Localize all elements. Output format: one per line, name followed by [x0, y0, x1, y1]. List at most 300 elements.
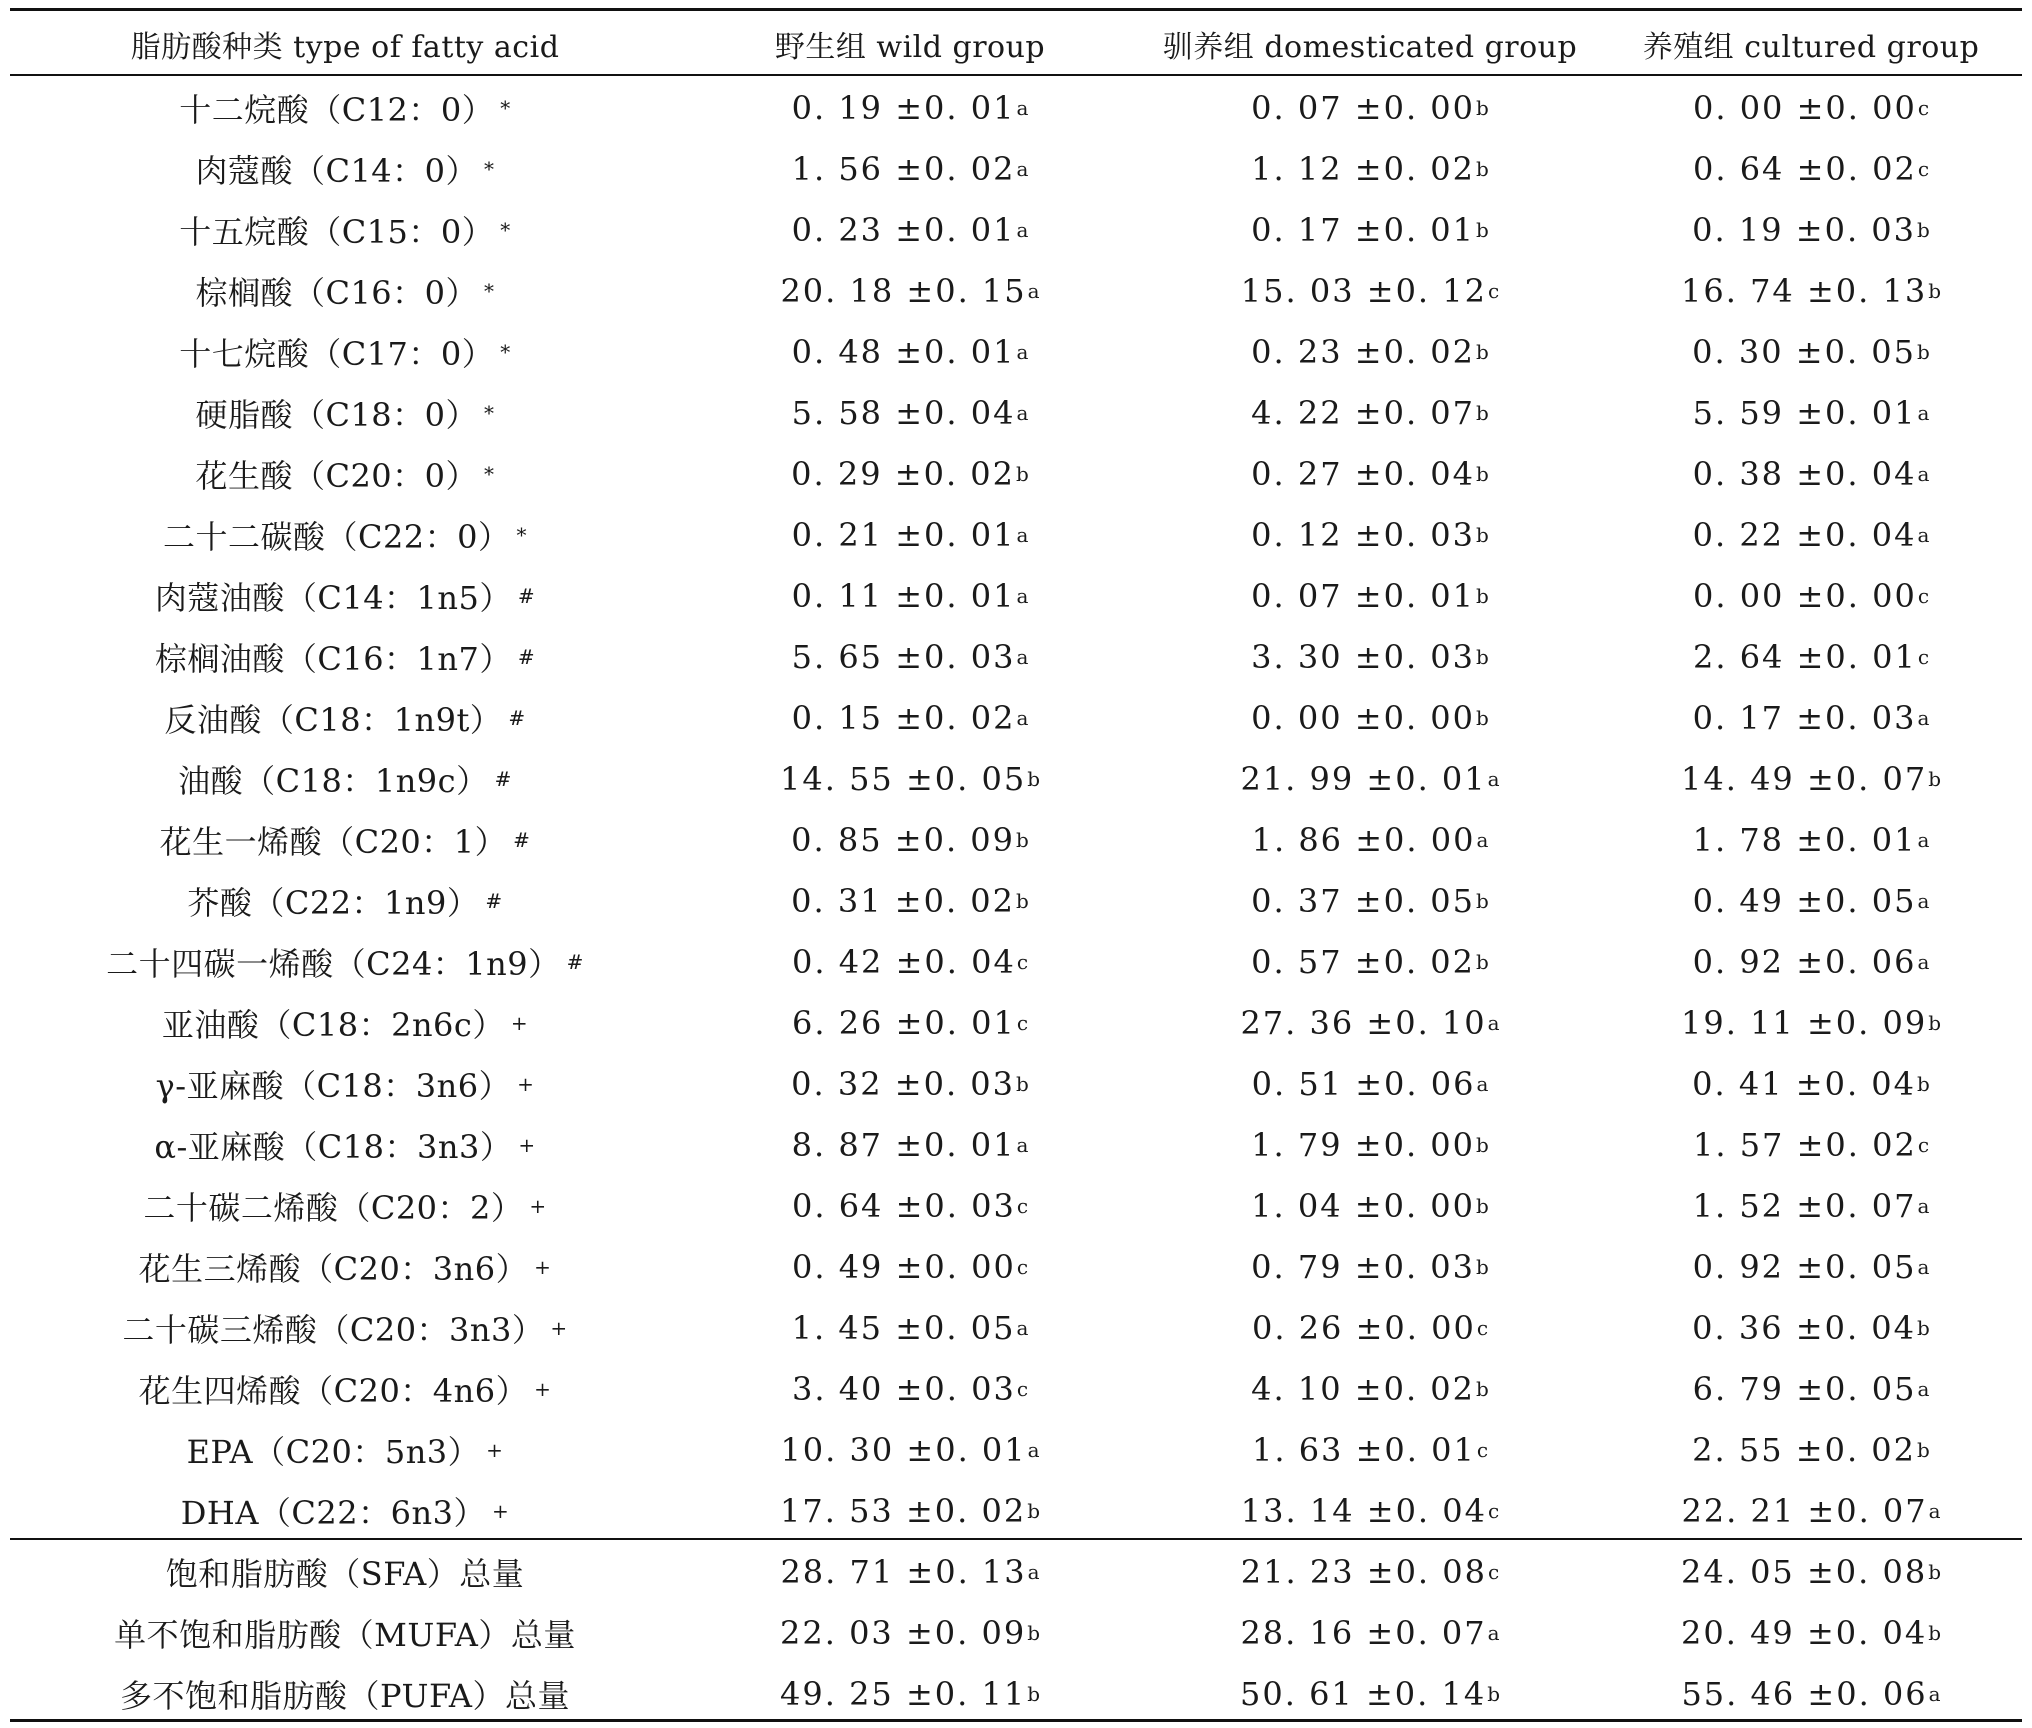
- domesticated-significance-letter: b: [1476, 888, 1489, 913]
- table-row: [10, 1236, 2022, 1297]
- domesticated-significance-letter: b: [1476, 95, 1489, 120]
- domesticated-value-cell: [1140, 1419, 1600, 1480]
- domesticated-mean-sd: 0. 79 ±0. 03: [1251, 1247, 1475, 1286]
- wild-significance-letter: b: [1027, 1498, 1040, 1523]
- fatty-acid-name-cell: [10, 626, 680, 687]
- fatty-acid-name-cell: [10, 504, 680, 565]
- table-row: [10, 870, 2022, 931]
- wild-mean-sd: 0. 42 ±0. 04: [791, 942, 1016, 981]
- category-mark: +: [534, 1254, 552, 1279]
- fatty-acid-name-cell: [10, 992, 680, 1053]
- wild-value-cell: [680, 565, 1140, 626]
- cultured-value-cell: [1600, 1419, 2022, 1480]
- cultured-mean-sd: 0. 49 ±0. 05: [1692, 881, 1917, 920]
- domesticated-significance-letter: b: [1476, 156, 1489, 181]
- cultured-significance-letter: c: [1917, 583, 1930, 608]
- cultured-significance-letter: a: [1917, 827, 1930, 852]
- wild-mean-sd: 0. 19 ±0. 01: [791, 88, 1016, 127]
- domesticated-mean-sd: 50. 61 ±0. 14: [1240, 1674, 1487, 1713]
- fatty-acid-name-cell: [10, 1480, 680, 1541]
- category-mark: +: [529, 1193, 547, 1218]
- cultured-mean-sd: 0. 22 ±0. 04: [1692, 515, 1917, 554]
- wild-significance-letter: b: [1016, 888, 1029, 913]
- wild-value-cell: [680, 1419, 1140, 1480]
- cultured-value-cell: [1600, 321, 2022, 382]
- total-row: [10, 1663, 2022, 1724]
- fatty-acid-name: 亚油酸（C18：2n6c）: [161, 1005, 505, 1044]
- cultured-significance-letter: a: [1917, 888, 1930, 913]
- cultured-value-cell: [1600, 870, 2022, 931]
- fatty-acid-name-cell: [10, 1602, 680, 1663]
- fatty-acid-name: α-亚麻酸（C18：3n3）: [154, 1127, 513, 1166]
- domesticated-significance-letter: b: [1476, 949, 1489, 974]
- domesticated-value-cell: [1140, 1053, 1600, 1114]
- wild-significance-letter: a: [1016, 705, 1029, 730]
- cultured-value-cell: [1600, 1175, 2022, 1236]
- table-row: [10, 1114, 2022, 1175]
- domesticated-significance-letter: b: [1487, 1681, 1500, 1706]
- cultured-significance-letter: b: [1917, 1071, 1930, 1096]
- fatty-acid-name: 肉蔻油酸（C14：1n5）: [154, 578, 512, 617]
- cultured-value-cell: [1600, 687, 2022, 748]
- domesticated-significance-letter: b: [1476, 705, 1489, 730]
- domesticated-value-cell: [1140, 687, 1600, 748]
- cultured-significance-letter: c: [1917, 644, 1930, 669]
- fatty-acid-name: 棕榈酸（C16：0）: [195, 273, 479, 312]
- table-row: [10, 77, 2022, 138]
- domesticated-mean-sd: 1. 79 ±0. 00: [1251, 1125, 1475, 1164]
- domesticated-mean-sd: 0. 26 ±0. 00: [1251, 1308, 1476, 1347]
- domesticated-value-cell: [1140, 1236, 1600, 1297]
- domesticated-mean-sd: 27. 36 ±0. 10: [1240, 1003, 1487, 1042]
- wild-value-cell: [680, 1236, 1140, 1297]
- domesticated-mean-sd: 0. 12 ±0. 03: [1251, 515, 1475, 554]
- table-row: [10, 1175, 2022, 1236]
- category-mark: *: [484, 400, 495, 425]
- domesticated-value-cell: [1140, 321, 1600, 382]
- cultured-value-cell: [1600, 138, 2022, 199]
- fatty-acid-name-cell: [10, 1663, 680, 1724]
- domesticated-value-cell: [1140, 931, 1600, 992]
- cultured-significance-letter: a: [1917, 1376, 1930, 1401]
- wild-mean-sd: 1. 45 ±0. 05: [791, 1308, 1016, 1347]
- wild-value-cell: [680, 321, 1140, 382]
- domesticated-value-cell: [1140, 199, 1600, 260]
- domesticated-value-cell: [1140, 260, 1600, 321]
- cultured-mean-sd: 0. 92 ±0. 06: [1692, 942, 1917, 981]
- wild-mean-sd: 0. 31 ±0. 02: [791, 881, 1015, 920]
- domesticated-value-cell: [1140, 504, 1600, 565]
- domesticated-mean-sd: 0. 07 ±0. 01: [1251, 576, 1475, 615]
- domesticated-mean-sd: 0. 23 ±0. 02: [1251, 332, 1475, 371]
- cultured-significance-letter: b: [1917, 217, 1930, 242]
- wild-significance-letter: b: [1027, 1620, 1040, 1645]
- cultured-significance-letter: c: [1917, 1132, 1930, 1157]
- wild-mean-sd: 0. 21 ±0. 01: [791, 515, 1016, 554]
- cultured-mean-sd: 0. 41 ±0. 04: [1692, 1064, 1916, 1103]
- category-mark: +: [486, 1437, 504, 1462]
- category-mark: *: [484, 156, 495, 181]
- wild-mean-sd: 0. 11 ±0. 01: [791, 576, 1016, 615]
- domesticated-significance-letter: c: [1487, 278, 1500, 303]
- fatty-acid-name-cell: [10, 748, 680, 809]
- cultured-value-cell: [1600, 1602, 2022, 1663]
- wild-significance-letter: c: [1016, 1376, 1029, 1401]
- cultured-value-cell: [1600, 931, 2022, 992]
- wild-mean-sd: 5. 58 ±0. 04: [791, 393, 1016, 432]
- wild-significance-letter: a: [1027, 278, 1040, 303]
- wild-value-cell: [680, 809, 1140, 870]
- cultured-mean-sd: 24. 05 ±0. 08: [1681, 1552, 1928, 1591]
- cultured-value-cell: [1600, 626, 2022, 687]
- cultured-value-cell: [1600, 443, 2022, 504]
- cultured-significance-letter: a: [1917, 1254, 1930, 1279]
- wild-mean-sd: 8. 87 ±0. 01: [791, 1125, 1016, 1164]
- wild-significance-letter: a: [1027, 1437, 1040, 1462]
- cultured-mean-sd: 0. 64 ±0. 02: [1692, 149, 1917, 188]
- wild-value-cell: [680, 1663, 1140, 1724]
- cultured-mean-sd: 55. 46 ±0. 06: [1681, 1674, 1928, 1713]
- header-cultured-group: 养殖组 cultured group: [1642, 30, 1980, 65]
- domesticated-significance-letter: b: [1476, 1254, 1489, 1279]
- wild-value-cell: [680, 1480, 1140, 1541]
- cultured-value-cell: [1600, 1541, 2022, 1602]
- wild-significance-letter: a: [1016, 1315, 1029, 1340]
- domesticated-significance-letter: a: [1476, 827, 1489, 852]
- cultured-significance-letter: b: [1928, 1010, 1941, 1035]
- cultured-significance-letter: b: [1928, 1620, 1941, 1645]
- domesticated-significance-letter: a: [1487, 766, 1500, 791]
- cultured-mean-sd: 16. 74 ±0. 13: [1681, 271, 1928, 310]
- cultured-significance-letter: a: [1917, 949, 1930, 974]
- fatty-acid-name: 反油酸（C18：1n9t）: [164, 700, 503, 739]
- cultured-mean-sd: 0. 19 ±0. 03: [1692, 210, 1916, 249]
- domesticated-mean-sd: 21. 23 ±0. 08: [1240, 1552, 1487, 1591]
- wild-significance-letter: c: [1016, 949, 1029, 974]
- fatty-acid-name-cell: [10, 77, 680, 138]
- fatty-acid-name-cell: [10, 1175, 680, 1236]
- domesticated-mean-sd: 4. 10 ±0. 02: [1251, 1369, 1475, 1408]
- domesticated-value-cell: [1140, 1114, 1600, 1175]
- table-row: [10, 443, 2022, 504]
- wild-significance-letter: a: [1016, 339, 1029, 364]
- wild-value-cell: [680, 1175, 1140, 1236]
- category-mark: +: [491, 1498, 510, 1523]
- fatty-acid-name-cell: [10, 1541, 680, 1602]
- wild-mean-sd: 28. 71 ±0. 13: [780, 1552, 1027, 1591]
- fatty-acid-name-cell: [10, 1053, 680, 1114]
- cultured-mean-sd: 2. 55 ±0. 02: [1692, 1430, 1916, 1469]
- domesticated-mean-sd: 3. 30 ±0. 03: [1251, 637, 1475, 676]
- domesticated-significance-letter: a: [1487, 1010, 1500, 1035]
- wild-significance-letter: a: [1016, 156, 1029, 181]
- category-mark: *: [500, 217, 511, 242]
- cultured-significance-letter: b: [1917, 1437, 1930, 1462]
- fatty-acid-name: 饱和脂肪酸（SFA）总量: [165, 1554, 525, 1593]
- table-row: [10, 138, 2022, 199]
- cultured-mean-sd: 0. 30 ±0. 05: [1692, 332, 1916, 371]
- fatty-acid-name-cell: [10, 1236, 680, 1297]
- domesticated-significance-letter: b: [1476, 339, 1489, 364]
- table-row: [10, 504, 2022, 565]
- cultured-significance-letter: c: [1917, 156, 1930, 181]
- fatty-acid-name-cell: [10, 870, 680, 931]
- category-mark: *: [516, 522, 528, 547]
- domesticated-mean-sd: 15. 03 ±0. 12: [1240, 271, 1487, 310]
- domesticated-significance-letter: a: [1487, 1620, 1500, 1645]
- fatty-acid-name-cell: [10, 199, 680, 260]
- cultured-significance-letter: a: [1928, 1498, 1941, 1523]
- domesticated-mean-sd: 0. 57 ±0. 02: [1251, 942, 1475, 981]
- cultured-significance-letter: b: [1928, 766, 1941, 791]
- fatty-acid-name-cell: [10, 1358, 680, 1419]
- fatty-acid-name: 十五烷酸（C15：0）: [179, 212, 495, 251]
- domesticated-mean-sd: 0. 51 ±0. 06: [1251, 1064, 1476, 1103]
- wild-significance-letter: a: [1016, 644, 1029, 669]
- fatty-acid-name: 花生四烯酸（C20：4n6）: [138, 1371, 529, 1410]
- domesticated-mean-sd: 1. 63 ±0. 01: [1251, 1430, 1476, 1469]
- wild-significance-letter: a: [1016, 1132, 1029, 1157]
- category-mark: #: [508, 705, 526, 730]
- cultured-significance-letter: a: [1917, 522, 1930, 547]
- table-row: [10, 748, 2022, 809]
- cultured-mean-sd: 0. 92 ±0. 05: [1692, 1247, 1917, 1286]
- wild-mean-sd: 0. 48 ±0. 01: [791, 332, 1016, 371]
- table-row: [10, 992, 2022, 1053]
- domesticated-value-cell: [1140, 748, 1600, 809]
- wild-value-cell: [680, 504, 1140, 565]
- category-mark: #: [517, 583, 536, 608]
- table-row: [10, 382, 2022, 443]
- wild-significance-letter: c: [1016, 1254, 1029, 1279]
- domesticated-significance-letter: b: [1476, 217, 1489, 242]
- wild-mean-sd: 0. 85 ±0. 09: [791, 820, 1015, 859]
- fatty-acid-name: 二十碳三烯酸（C20：3n3）: [122, 1310, 545, 1349]
- wild-mean-sd: 22. 03 ±0. 09: [780, 1613, 1027, 1652]
- category-mark: +: [550, 1315, 568, 1340]
- wild-value-cell: [680, 870, 1140, 931]
- wild-value-cell: [680, 382, 1140, 443]
- fatty-acid-name: DHA（C22：6n3）: [180, 1493, 486, 1532]
- wild-value-cell: [680, 77, 1140, 138]
- wild-value-cell: [680, 199, 1140, 260]
- cultured-value-cell: [1600, 1236, 2022, 1297]
- fatty-acid-name: 二十四碳一烯酸（C24：1n9）: [106, 944, 561, 983]
- wild-significance-letter: a: [1016, 400, 1029, 425]
- domesticated-significance-letter: b: [1476, 1193, 1489, 1218]
- category-mark: #: [485, 888, 503, 913]
- domesticated-mean-sd: 28. 16 ±0. 07: [1240, 1613, 1487, 1652]
- table-row: [10, 809, 2022, 870]
- header-fatty-acid-type: 脂肪酸种类 type of fatty acid: [130, 30, 560, 65]
- category-mark: *: [500, 95, 511, 120]
- cultured-significance-letter: a: [1917, 1193, 1930, 1218]
- cultured-mean-sd: 1. 52 ±0. 07: [1692, 1186, 1917, 1225]
- cultured-value-cell: [1600, 992, 2022, 1053]
- wild-mean-sd: 1. 56 ±0. 02: [791, 149, 1016, 188]
- category-mark: #: [517, 644, 536, 669]
- cultured-value-cell: [1600, 809, 2022, 870]
- domesticated-value-cell: [1140, 870, 1600, 931]
- category-mark: +: [518, 1132, 536, 1157]
- category-mark: #: [566, 949, 584, 974]
- fatty-acid-name: 二十碳二烯酸（C20：2）: [143, 1188, 524, 1227]
- fatty-acid-name-cell: [10, 1419, 680, 1480]
- table-row: [10, 1358, 2022, 1419]
- category-mark: +: [534, 1376, 552, 1401]
- fatty-acid-name-cell: [10, 931, 680, 992]
- cultured-mean-sd: 0. 00 ±0. 00: [1692, 576, 1917, 615]
- total-row: [10, 1541, 2022, 1602]
- domesticated-significance-letter: b: [1476, 461, 1489, 486]
- domesticated-value-cell: [1140, 565, 1600, 626]
- domesticated-value-cell: [1140, 626, 1600, 687]
- wild-mean-sd: 0. 23 ±0. 01: [791, 210, 1016, 249]
- domesticated-value-cell: [1140, 1480, 1600, 1541]
- wild-value-cell: [680, 1602, 1140, 1663]
- cultured-significance-letter: a: [1917, 400, 1930, 425]
- wild-significance-letter: a: [1016, 95, 1029, 120]
- category-mark: +: [510, 1010, 529, 1035]
- cultured-value-cell: [1600, 1053, 2022, 1114]
- cultured-mean-sd: 0. 17 ±0. 03: [1692, 698, 1917, 737]
- cultured-significance-letter: b: [1928, 278, 1941, 303]
- cultured-value-cell: [1600, 260, 2022, 321]
- cultured-value-cell: [1600, 504, 2022, 565]
- fatty-acid-name: 二十二碳酸（C22：0）: [162, 517, 511, 556]
- cultured-mean-sd: 5. 59 ±0. 01: [1692, 393, 1917, 432]
- fatty-acid-name: γ-亚麻酸（C18：3n6）: [155, 1066, 512, 1105]
- wild-mean-sd: 0. 29 ±0. 02: [791, 454, 1015, 493]
- domesticated-mean-sd: 0. 07 ±0. 00: [1251, 88, 1475, 127]
- category-mark: *: [484, 461, 495, 486]
- domesticated-value-cell: [1140, 1663, 1600, 1724]
- cultured-value-cell: [1600, 1297, 2022, 1358]
- cultured-significance-letter: a: [1917, 461, 1930, 486]
- fatty-acid-name: 肉蔻酸（C14：0）: [195, 151, 479, 190]
- domesticated-significance-letter: c: [1487, 1498, 1500, 1523]
- domesticated-significance-letter: c: [1476, 1437, 1489, 1462]
- wild-significance-letter: a: [1016, 583, 1029, 608]
- wild-value-cell: [680, 443, 1140, 504]
- table-row: [10, 260, 2022, 321]
- domesticated-significance-letter: c: [1476, 1315, 1489, 1340]
- table-row: [10, 1419, 2022, 1480]
- category-mark: #: [494, 766, 512, 791]
- domesticated-mean-sd: 21. 99 ±0. 01: [1240, 759, 1487, 798]
- table-row: [10, 1297, 2022, 1358]
- wild-mean-sd: 0. 49 ±0. 00: [791, 1247, 1016, 1286]
- fatty-acid-name: 十七烷酸（C17：0）: [179, 334, 495, 373]
- fatty-acid-name-cell: [10, 1114, 680, 1175]
- domesticated-value-cell: [1140, 138, 1600, 199]
- domesticated-significance-letter: a: [1476, 1071, 1489, 1096]
- fatty-acid-name: 芥酸（C22：1n9）: [187, 883, 480, 922]
- wild-mean-sd: 0. 64 ±0. 03: [791, 1186, 1016, 1225]
- fatty-acid-name: 单不饱和脂肪酸（MUFA）总量: [114, 1615, 576, 1654]
- fatty-acid-name-cell: [10, 443, 680, 504]
- fatty-acid-name-cell: [10, 687, 680, 748]
- wild-value-cell: [680, 1358, 1140, 1419]
- fatty-acid-name: 棕榈油酸（C16：1n7）: [154, 639, 512, 678]
- cultured-mean-sd: 2. 64 ±0. 01: [1692, 637, 1917, 676]
- cultured-value-cell: [1600, 1480, 2022, 1541]
- fatty-acid-name: 十二烷酸（C12：0）: [179, 90, 495, 129]
- fatty-acid-name: EPA（C20：5n3）: [186, 1432, 481, 1471]
- cultured-value-cell: [1600, 199, 2022, 260]
- fatty-acid-name: 花生三烯酸（C20：3n6）: [138, 1249, 529, 1288]
- wild-mean-sd: 0. 32 ±0. 03: [791, 1064, 1015, 1103]
- cultured-mean-sd: 14. 49 ±0. 07: [1681, 759, 1928, 798]
- domesticated-mean-sd: 1. 86 ±0. 00: [1251, 820, 1476, 859]
- wild-mean-sd: 49. 25 ±0. 11: [780, 1674, 1027, 1713]
- domesticated-value-cell: [1140, 443, 1600, 504]
- wild-significance-letter: c: [1016, 1010, 1029, 1035]
- total-row: [10, 1602, 2022, 1663]
- cultured-significance-letter: a: [1917, 705, 1930, 730]
- cultured-mean-sd: 22. 21 ±0. 07: [1681, 1491, 1928, 1530]
- domesticated-value-cell: [1140, 77, 1600, 138]
- wild-value-cell: [680, 748, 1140, 809]
- domesticated-value-cell: [1140, 1541, 1600, 1602]
- fatty-acid-name: 花生一烯酸（C20：1）: [159, 822, 508, 861]
- wild-mean-sd: 20. 18 ±0. 15: [780, 271, 1027, 310]
- wild-mean-sd: 6. 26 ±0. 01: [791, 1003, 1016, 1042]
- cultured-mean-sd: 0. 36 ±0. 04: [1692, 1308, 1916, 1347]
- domesticated-significance-letter: b: [1476, 1132, 1489, 1157]
- wild-value-cell: [680, 1053, 1140, 1114]
- wild-significance-letter: b: [1027, 1681, 1040, 1706]
- domesticated-significance-letter: b: [1476, 644, 1489, 669]
- header-wild-group: 野生组 wild group: [774, 30, 1046, 65]
- wild-significance-letter: a: [1016, 522, 1029, 547]
- domesticated-value-cell: [1140, 382, 1600, 443]
- cultured-value-cell: [1600, 565, 2022, 626]
- fatty-acid-name-cell: [10, 1297, 680, 1358]
- domesticated-mean-sd: 0. 00 ±0. 00: [1251, 698, 1475, 737]
- wild-significance-letter: a: [1016, 217, 1029, 242]
- domesticated-mean-sd: 1. 04 ±0. 00: [1251, 1186, 1475, 1225]
- fatty-acid-name-cell: [10, 809, 680, 870]
- table-row: [10, 565, 2022, 626]
- category-mark: +: [517, 1071, 535, 1096]
- domesticated-significance-letter: c: [1487, 1559, 1500, 1584]
- cultured-significance-letter: b: [1917, 1315, 1930, 1340]
- fatty-acid-name-cell: [10, 565, 680, 626]
- domesticated-significance-letter: b: [1476, 1376, 1489, 1401]
- category-mark: #: [513, 827, 531, 852]
- cultured-value-cell: [1600, 748, 2022, 809]
- wild-value-cell: [680, 1541, 1140, 1602]
- table-row: [10, 199, 2022, 260]
- domesticated-value-cell: [1140, 992, 1600, 1053]
- table-row: [10, 1053, 2022, 1114]
- wild-mean-sd: 17. 53 ±0. 02: [780, 1491, 1027, 1530]
- domesticated-significance-letter: b: [1476, 400, 1489, 425]
- cultured-mean-sd: 0. 38 ±0. 04: [1692, 454, 1917, 493]
- top-rule: [10, 8, 2022, 11]
- category-mark: *: [484, 278, 495, 303]
- domesticated-value-cell: [1140, 1358, 1600, 1419]
- cultured-mean-sd: 1. 78 ±0. 01: [1692, 820, 1917, 859]
- wild-mean-sd: 0. 15 ±0. 02: [791, 698, 1016, 737]
- cultured-mean-sd: 0. 00 ±0. 00: [1692, 88, 1917, 127]
- category-mark: *: [500, 339, 511, 364]
- wild-significance-letter: b: [1016, 1071, 1029, 1096]
- domesticated-mean-sd: 0. 37 ±0. 05: [1251, 881, 1475, 920]
- cultured-mean-sd: 19. 11 ±0. 09: [1681, 1003, 1928, 1042]
- wild-value-cell: [680, 626, 1140, 687]
